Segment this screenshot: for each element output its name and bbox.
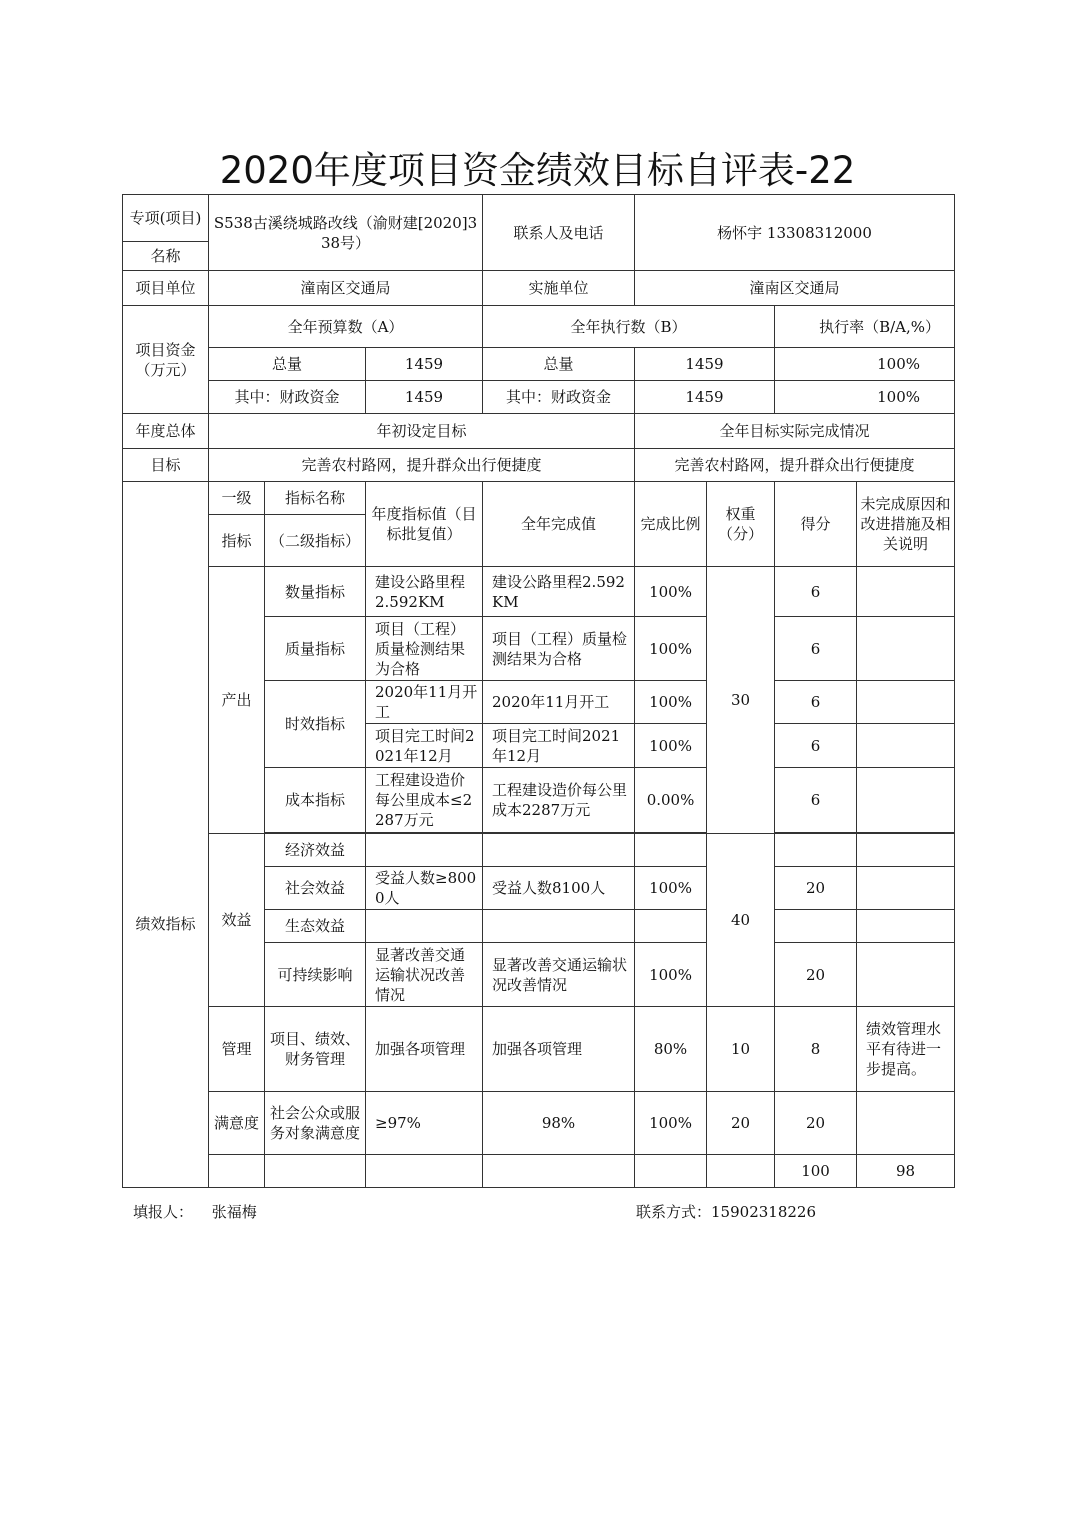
management-score: 8: [775, 1007, 857, 1092]
economic-ratio: [635, 834, 707, 867]
filler-label: 填报人：: [133, 1203, 194, 1221]
cost-reason: [857, 768, 955, 833]
cost-target: 工程建设造价每公里成本≤2287万元: [366, 768, 483, 833]
total-blank-3: [366, 1155, 483, 1188]
filler-name: 张福梅: [211, 1203, 257, 1221]
economic-target: [366, 834, 483, 867]
social-target: 受益人数≥8000人: [366, 867, 483, 910]
timeliness-name: 时效指标: [265, 681, 366, 768]
exec-total-value: 1459: [635, 348, 775, 381]
ecological-name: 生态效益: [265, 910, 366, 943]
time1-actual: 2020年11月开工: [483, 681, 635, 724]
executed-label: 全年执行数（B）: [483, 306, 775, 348]
quantity-reason: [857, 567, 955, 617]
time2-target: 项目完工时间2021年12月: [366, 724, 483, 768]
contact-value: 杨怀宇 13308312000: [635, 195, 955, 271]
satisfaction-ratio: 100%: [635, 1092, 707, 1155]
sustainable-actual: 显著改善交通运输状况改善情况: [483, 943, 635, 1007]
social-score: 20: [775, 867, 857, 910]
satisfaction-level1: 满意度: [209, 1092, 265, 1155]
ind-name-header: 指标名称: [265, 482, 366, 515]
sustainable-score: 20: [775, 943, 857, 1007]
time2-actual: 项目完工时间2021年12月: [483, 724, 635, 768]
time2-ratio: 100%: [635, 724, 707, 768]
impl-unit-value: 潼南区交通局: [635, 271, 955, 306]
contact-label: 联系人及电话: [483, 195, 635, 271]
quality-target: 项目（工程）质量检测结果为合格: [366, 617, 483, 681]
quantity-target: 建设公路里程2.592KM: [366, 567, 483, 617]
rate-fiscal-value: 100%: [775, 381, 955, 414]
quality-reason: [857, 617, 955, 681]
economic-reason: [857, 834, 955, 867]
actual-value-header: 全年完成值: [483, 482, 635, 567]
cost-actual: 工程建设造价每公里成本2287万元: [483, 768, 635, 833]
contact-info-label: 联系方式：: [636, 1203, 712, 1221]
management-level1: 管理: [209, 1007, 265, 1092]
quality-score: 6: [775, 617, 857, 681]
budget-label: 全年预算数（A）: [209, 306, 483, 348]
economic-actual: [483, 834, 635, 867]
rate-total-value: 100%: [775, 348, 955, 381]
satisfaction-name: 社会公众或服务对象满意度: [265, 1092, 366, 1155]
funds-label-line2: （万元）: [135, 360, 196, 379]
goal-label: 目标: [123, 449, 209, 482]
total-blank-5: [635, 1155, 707, 1188]
perf-indicator-label: 绩效指标: [123, 482, 209, 1188]
exec-fiscal-value: 1459: [635, 381, 775, 414]
exec-fiscal-label: 其中：财政资金: [483, 381, 635, 414]
management-actual: 加强各项管理: [483, 1007, 635, 1092]
unit-label: 项目单位: [123, 271, 209, 306]
economic-name: 经济效益: [265, 834, 366, 867]
total-blank-4: [483, 1155, 635, 1188]
exec-total-label: 总量: [483, 348, 635, 381]
self-evaluation-table: [122, 194, 955, 1188]
management-weight: 10: [707, 1007, 775, 1092]
ecological-reason: [857, 910, 955, 943]
sustainable-ratio: 100%: [635, 943, 707, 1007]
ecological-score: [775, 910, 857, 943]
ind-name-header-2: （二级指标）: [265, 515, 366, 567]
time2-reason: [857, 724, 955, 768]
time2-score: 6: [775, 724, 857, 768]
total-blank-1: [209, 1155, 265, 1188]
satisfaction-weight: 20: [707, 1092, 775, 1155]
budget-fiscal-value: 1459: [366, 381, 483, 414]
quantity-ratio: 100%: [635, 567, 707, 617]
management-reason: 绩效管理水平有待进一步提高。: [857, 1007, 955, 1092]
annual-total-label: 年度总体: [123, 414, 209, 449]
ratio-header: 完成比例: [635, 482, 707, 567]
reason-header: 未完成原因和改进措施及相关说明: [857, 482, 955, 567]
level1-header-2: 指标: [209, 515, 265, 567]
impl-unit-label: 实施单位: [483, 271, 635, 306]
actual-goal-value: 完善农村路网，提升群众出行便捷度: [635, 449, 955, 482]
initial-goal-value: 完善农村路网，提升群众出行便捷度: [209, 449, 635, 482]
social-ratio: 100%: [635, 867, 707, 910]
benefit-weight: 40: [707, 834, 775, 1007]
unit-value: 潼南区交通局: [209, 271, 483, 306]
total-weight: 100: [775, 1155, 857, 1188]
project-name-value: S538古溪绕城路改线（渝财建[2020]338号）: [209, 195, 483, 271]
ecological-ratio: [635, 910, 707, 943]
economic-score: [775, 834, 857, 867]
cost-score: 6: [775, 768, 857, 833]
initial-goal-label: 年初设定目标: [209, 414, 635, 449]
output-weight: 30: [707, 567, 775, 834]
project-name-label: 专项(项目): [123, 195, 209, 242]
cost-ratio: 0.00%: [635, 768, 707, 833]
funds-label: [123, 306, 209, 414]
satisfaction-target: ≥97%: [366, 1092, 483, 1155]
level1-header: 一级: [209, 482, 265, 515]
budget-total-value: 1459: [366, 348, 483, 381]
time1-score: 6: [775, 681, 857, 724]
management-ratio: 80%: [635, 1007, 707, 1092]
social-name: 社会效益: [265, 867, 366, 910]
satisfaction-actual: 98%: [483, 1092, 635, 1155]
quality-actual: 项目（工程）质量检测结果为合格: [483, 617, 635, 681]
exec-rate-label: 执行率（B/A,%）: [775, 306, 955, 348]
time1-target: 2020年11月开工: [366, 681, 483, 724]
quantity-score: 6: [775, 567, 857, 617]
total-score: 98: [857, 1155, 955, 1188]
weight-header: 权重（分）: [707, 482, 775, 567]
sustainable-reason: [857, 943, 955, 1007]
output-group-label: 产出: [209, 567, 265, 834]
quality-ratio: 100%: [635, 617, 707, 681]
quantity-name: 数量指标: [265, 567, 366, 617]
budget-total-label: 总量: [209, 348, 366, 381]
quantity-actual: 建设公路里程2.592KM: [483, 567, 635, 617]
quality-name: 质量指标: [265, 617, 366, 681]
time1-reason: [857, 681, 955, 724]
contact-info-value: 15902318226: [711, 1203, 816, 1221]
target-value-header: 年度指标值（目标批复值）: [366, 482, 483, 567]
actual-goal-label: 全年目标实际完成情况: [635, 414, 955, 449]
project-name-label-2: 名称: [123, 242, 209, 271]
satisfaction-reason: [857, 1092, 955, 1155]
social-actual: 受益人数8100人: [483, 867, 635, 910]
score-header: 得分: [775, 482, 857, 567]
management-name: 项目、绩效、财务管理: [265, 1007, 366, 1092]
contact-info: [636, 1201, 816, 1222]
total-blank-6: [707, 1155, 775, 1188]
ecological-target: [366, 910, 483, 943]
social-reason: [857, 867, 955, 910]
sustainable-target: 显著改善交通运输状况改善情况: [366, 943, 483, 1007]
funds-label-line1: 项目资金: [135, 340, 196, 359]
filler: [133, 1201, 257, 1222]
management-target: 加强各项管理: [366, 1007, 483, 1092]
satisfaction-score: 20: [775, 1092, 857, 1155]
budget-fiscal-label: 其中：财政资金: [209, 381, 366, 414]
sustainable-name: 可持续影响: [265, 943, 366, 1007]
page-title: 2020年度项目资金绩效目标自评表-22: [219, 149, 856, 192]
time1-ratio: 100%: [635, 681, 707, 724]
total-blank-2: [265, 1155, 366, 1188]
cost-name: 成本指标: [265, 768, 366, 833]
benefit-group-label: 效益: [209, 834, 265, 1007]
ecological-actual: [483, 910, 635, 943]
